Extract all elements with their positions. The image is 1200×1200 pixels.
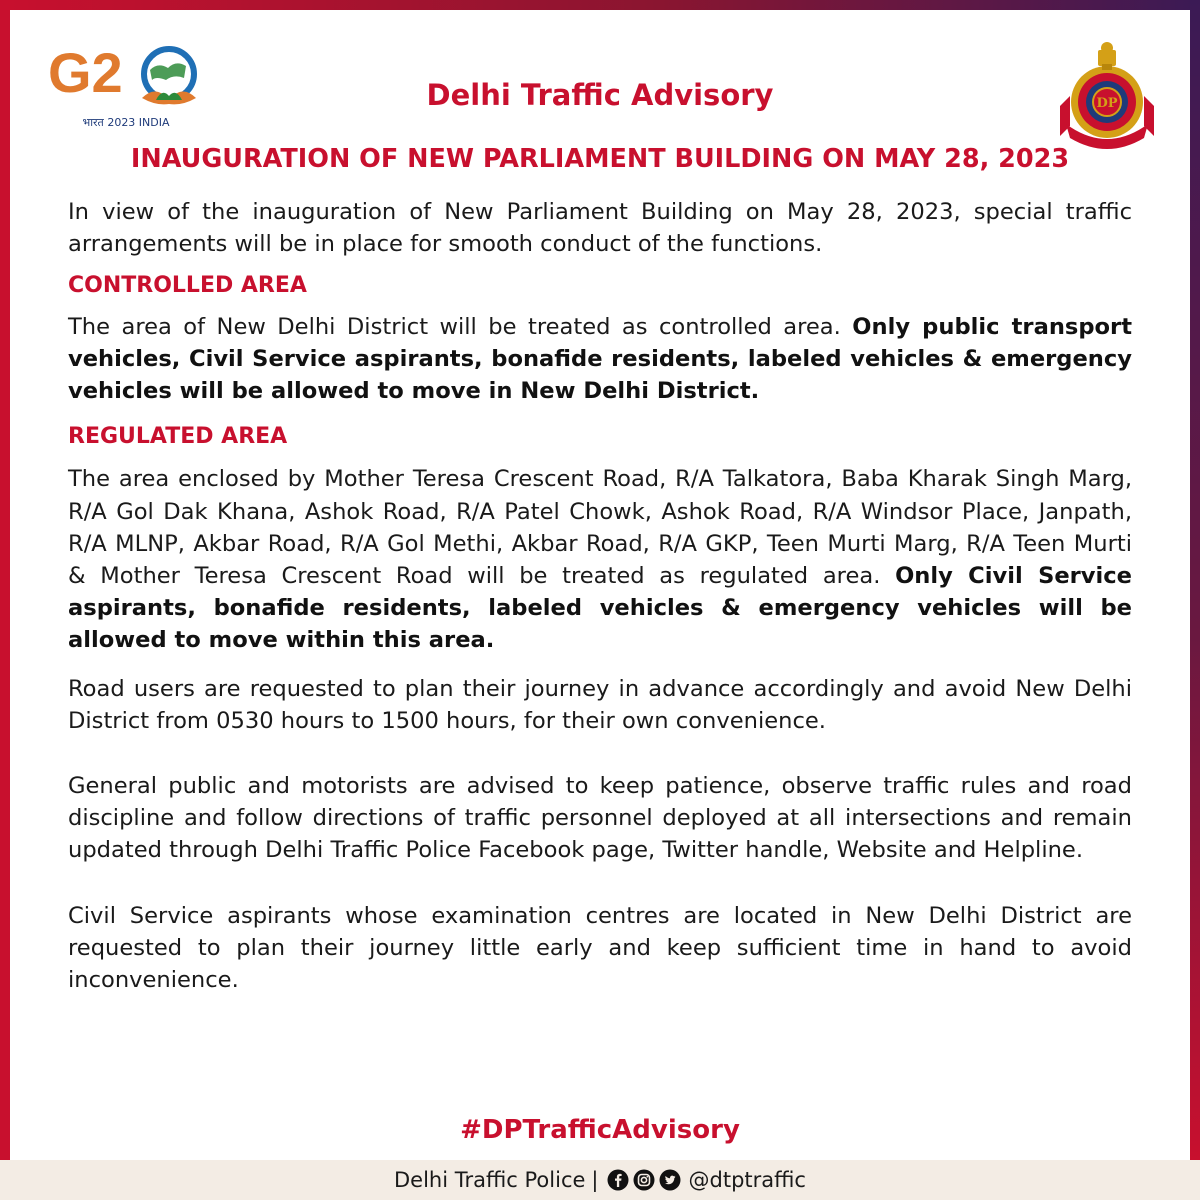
page-title: Delhi Traffic Advisory <box>426 78 774 112</box>
page-subtitle: INAUGURATION OF NEW PARLIAMENT BUILDING ON MAY 28, 2023 <box>130 144 1070 174</box>
instagram-icon[interactable] <box>633 1169 655 1191</box>
top-border <box>0 0 1200 10</box>
regulated-area-heading: REGULATED AREA <box>68 424 288 450</box>
badge-initials: DP <box>1096 96 1118 111</box>
intro-paragraph: In view of the inauguration of New Parliament Building on May 28, 2023, special traffic arrangements will be in place for smooth conduct of the functions. <box>68 199 1132 258</box>
aspirants-paragraph: Civil Service aspirants whose examination centres are located in New Delhi District are requested to plan their journey little early and keep sufficient time in hand to avoid inconvenience. <box>68 902 1132 994</box>
regulated-area-text: The area enclosed by Mother Teresa Crescent Road, R/A Talkatora, Baba Kharak Singh Marg, R/A Gol Dak Khana, Ashok Road, R/A Patel Chowk, Ashok Road, R/A Windsor Place, Janpath, R/A MLNP, Akbar Road, R/A Gol Methi, Akbar Road, R/A GKP, Teen Murti Marg, R/A Teen Murti & Mother Teresa Crescent Road will be treated as regulated area. <box>68 466 1132 590</box>
general-public-paragraph: General public and motorists are advised to keep patience, observe traffic rules and road discipline and follow directions of traffic personnel deployed at all intersections and remain updated through Delhi Traffic Police Facebook page, Twitter handle, Website and Helpline. <box>68 773 1132 864</box>
right-border <box>1190 0 1200 1160</box>
advisory-body <box>68 196 1132 996</box>
hashtag[interactable]: #DPTrafficAdvisory <box>460 1115 740 1145</box>
g20-mark-text: G2 <box>48 41 123 104</box>
regulated-area-bold: Only Civil Service aspirants, bonafide residents, labeled vehicles & emergency vehicles will be allowed to move within this area. <box>68 563 1132 654</box>
controlled-area-bold: Only public transport vehicles, Civil Service aspirants, bonafide residents, labeled vehicles & emergency vehicles will be allowed to move in New Delhi District. <box>68 313 1132 405</box>
road-users-paragraph: Road users are requested to plan their journey in advance accordingly and avoid New Delhi District from 0530 hours to 1500 hours, for their own convenience. <box>68 675 1132 734</box>
footer-org: Delhi Traffic Police <box>394 1168 586 1192</box>
regulated-area-paragraph <box>68 463 1132 656</box>
g20-caption: भारत 2023 INDIA <box>82 116 170 129</box>
controlled-area-text: The area of New Delhi District will be treated as controlled area. <box>68 313 853 340</box>
footer-handle[interactable]: @dtptraffic <box>688 1168 806 1192</box>
twitter-icon[interactable] <box>659 1169 681 1191</box>
facebook-icon[interactable] <box>607 1169 629 1191</box>
controlled-area-heading: CONTROLLED AREA <box>68 273 307 299</box>
left-border <box>0 0 10 1160</box>
footer-bar <box>0 1160 1200 1200</box>
controlled-area-paragraph <box>68 311 1132 408</box>
footer-separator: | <box>591 1168 599 1192</box>
